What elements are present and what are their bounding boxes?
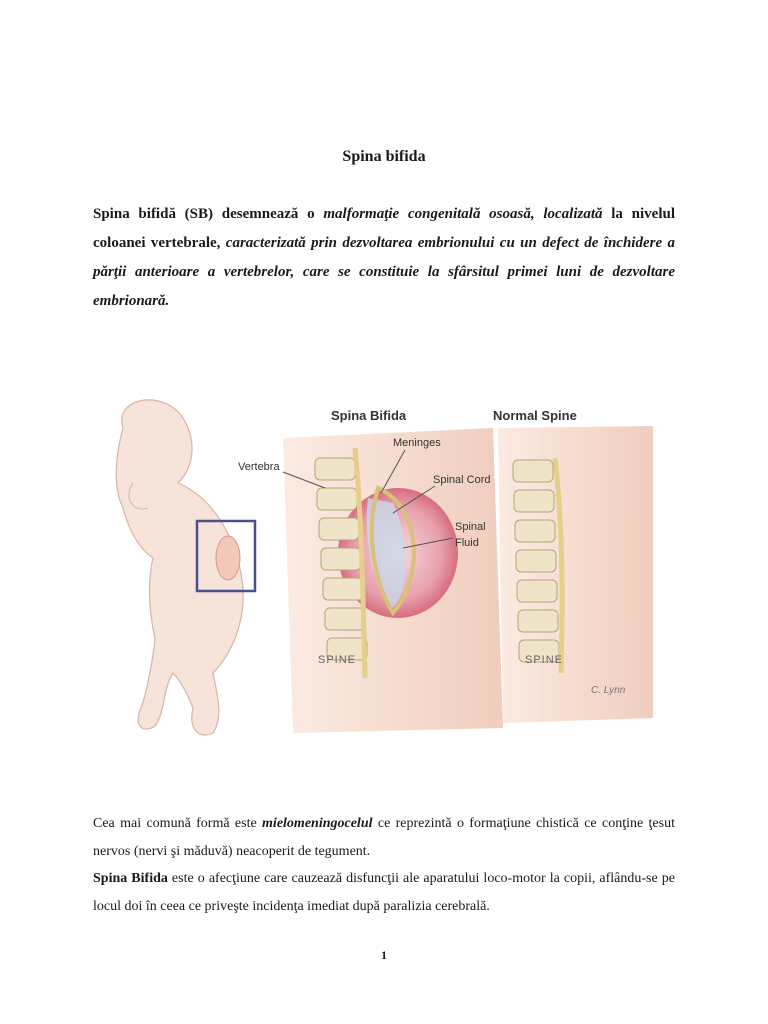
intro-text-1: Spina bifidă (SB) desemnează o bbox=[93, 206, 324, 222]
heading-spina-bifida: Spina Bifida bbox=[331, 408, 407, 423]
fetus-drawing bbox=[116, 400, 255, 735]
label-meninges: Meninges bbox=[393, 437, 441, 449]
para1-text-a: Cea mai comună formă este bbox=[93, 816, 263, 831]
label-spinal-fluid-1: Spinal bbox=[455, 521, 486, 533]
paragraph-spina-bifida-incidence bbox=[93, 865, 675, 921]
artist-signature: C. Lynn bbox=[591, 685, 626, 696]
paragraph-myelomeningocele bbox=[93, 810, 675, 866]
label-spinal-fluid-2: Fluid bbox=[455, 537, 479, 549]
page-number: 1 bbox=[381, 948, 387, 962]
intro-text-2: malformaţie congenitală osoasă, localizată bbox=[323, 206, 603, 222]
spina-bifida-illustration bbox=[93, 388, 675, 750]
label-spinal-cord: Spinal Cord bbox=[433, 474, 491, 486]
para1-text-c: ce reprezintă o formaţiune chistică ce conţine ţesut nervos (nervi şi măduvă) neacoperit de tegument. bbox=[93, 816, 675, 859]
para1-term: mielomeningocelul bbox=[262, 816, 373, 831]
label-vertebra: Vertebra bbox=[238, 461, 280, 473]
intro-text-4: caracterizată prin dezvoltarea embrionului cu un defect de închidere a părţii anterioare a vertebrelor, care se constituie la sfârsitul primei luni de dezvoltare embrionară. bbox=[93, 235, 675, 309]
illustration-svg bbox=[93, 388, 675, 750]
heading-normal-spine: Normal Spine bbox=[493, 408, 577, 423]
page-title: Spina bifida bbox=[342, 148, 426, 165]
para2-text-b: este o afecţiune care cauzează disfuncţii ale aparatului loco-motor la copii, aflându-se pe locul doi în ceea ce priveşte incidenţa imediat după paralizia cerebrală. bbox=[93, 871, 675, 914]
intro-text-3: la nivelul coloanei vertebrale, bbox=[93, 206, 675, 251]
para2-term: Spina Bifida bbox=[93, 871, 168, 886]
label-spine-left: SPINE bbox=[318, 654, 357, 666]
intro-paragraph bbox=[93, 200, 675, 316]
normal-spine-section bbox=[498, 426, 653, 723]
label-spine-right: SPINE bbox=[525, 654, 564, 666]
